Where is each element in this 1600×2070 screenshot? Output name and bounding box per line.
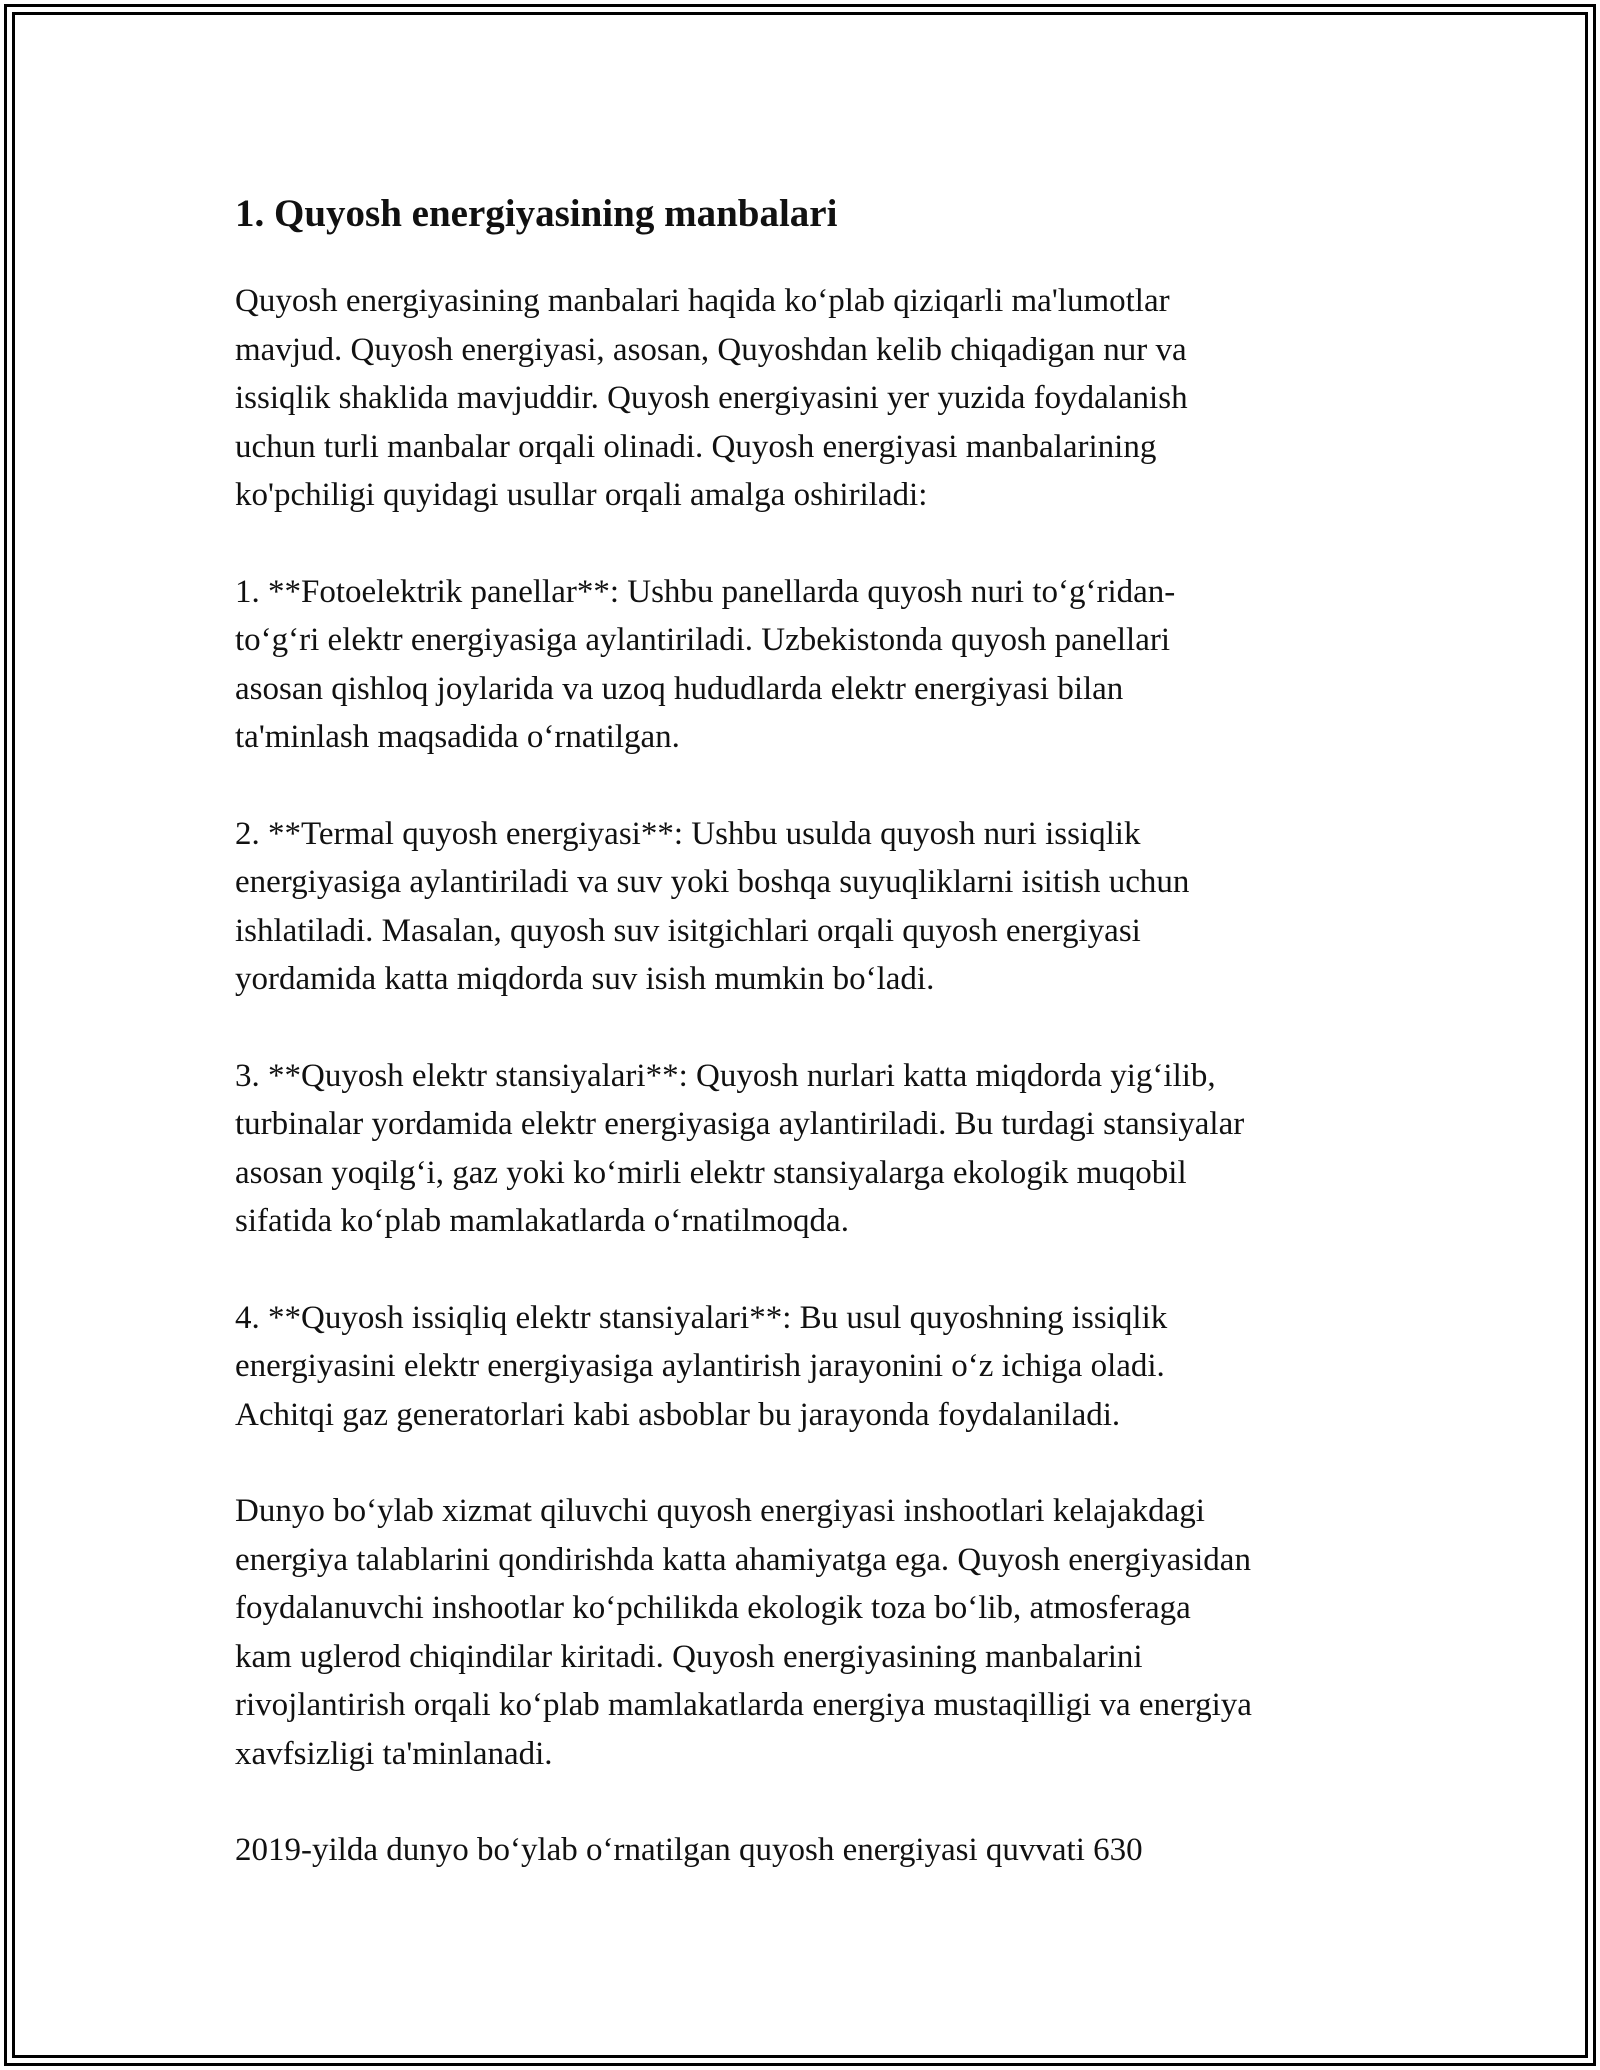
closing-paragraph: 2019-yilda dunyo bo‘ylab o‘rnatilgan quyosh energiyasi quvvati 630 <box>235 1832 1143 1868</box>
conclusion-paragraph: Dunyo bo‘ylab xizmat qiluvchi quyosh energiyasi inshootlari kelajakdagi energiya talablarini qondirishda katta ahamiyatga ega. Quyosh energiyasidan foydalanuvchi inshootlar ko‘pchilikda ekologik toza bo‘lib, atmosferaga kam uglerod chiqindilar kiritadi. Quyosh energiyasining manbalarini rivojlantirish orqali ko‘plab mamlakatlarda energiya mustaqilligi va energiya xavfsizligi ta'minlanadi. <box>235 1493 1252 1772</box>
intro-paragraph: Quyosh energiyasining manbalari haqida ko‘plab qiziqarli ma'lumotlar mavjud. Quyosh energiyasi, asosan, Quyoshdan kelib chiqadigan nur va issiqlik shaklida mavjuddir. Quyosh energiyasini yer yuzida foydalanish uchun turli manbalar orqali olinadi. Quyosh energiyasi manbalarining ko'pchiligi quyidagi usullar orqali amalga oshiriladi: <box>235 283 1188 513</box>
list-item-heat-power-stations: 4. **Quyosh issiqliq elektr stansiyalari**: Bu usul quyoshning issiqlik energiyasini elektr energiyasiga aylantirish jarayonini o‘z ichiga oladi. Achitqi gaz generatorlari kabi asboblar bu jarayonda foydalaniladi. <box>235 1299 1168 1433</box>
document-page <box>235 185 1375 1923</box>
list-item-photovoltaic: 1. **Fotoelektrik panellar**: Ushbu panellarda quyosh nuri to‘g‘ridan- to‘g‘ri elektr energiyasiga aylantiriladi. Uzbekistonda quyosh panellari asosan qishloq joylarida va uzoq hududlarda elektr energiyasi bilan ta'minlash maqsadida o‘rnatilgan. <box>235 573 1176 755</box>
list-item-thermal: 2. **Termal quyosh energiyasi**: Ushbu usulda quyosh nuri issiqlik energiyasiga aylantiriladi va suv yoki boshqa suyuqliklarni isitish uchun ishlatiladi. Masalan, quyosh suv isitgichlari orqali quyosh energiyasi yordamida katta miqdorda suv isish mumkin bo‘ladi. <box>235 815 1190 997</box>
section-heading: 1. Quyosh energiyasining manbalari <box>235 192 838 235</box>
list-item-power-stations: 3. **Quyosh elektr stansiyalari**: Quyosh nurlari katta miqdorda yig‘ilib, turbinalar yordamida elektr energiyasiga aylantiriladi. Bu turdagi stansiyalar asosan yoqilg‘i, gaz yoki ko‘mirli elektr stansiyalarga ekologik muqobil sifatida ko‘plab mamlakatlarda o‘rnatilmoqda. <box>235 1057 1245 1239</box>
